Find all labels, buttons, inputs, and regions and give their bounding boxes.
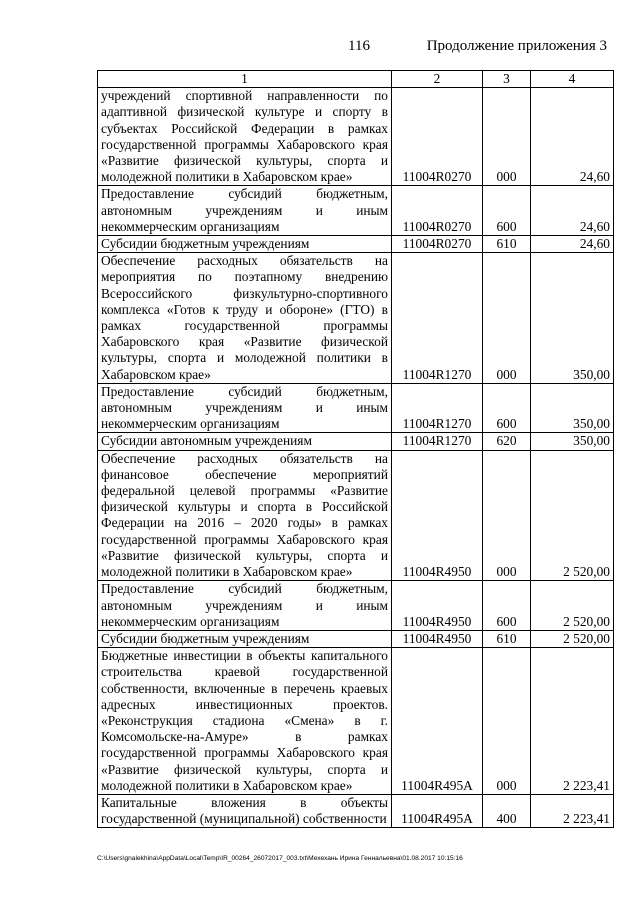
row-target-code: 11004R0270 (392, 186, 483, 236)
row-expense-type: 000 (483, 648, 531, 795)
row-target-code: 11004R495A (392, 794, 483, 827)
row-amount: 350,00 (531, 433, 614, 450)
row-amount: 24,60 (531, 186, 614, 236)
appendix-note: Продолжение приложения 3 (426, 38, 607, 54)
row-amount: 350,00 (531, 383, 614, 433)
row-description: Предоставление субсидий бюджетным, автономным учреждениям и иным некоммерческим организациям (98, 581, 392, 631)
row-expense-type: 610 (483, 630, 531, 647)
row-target-code: 11004R4950 (392, 581, 483, 631)
table-row (98, 450, 614, 581)
row-amount: 2 520,00 (531, 581, 614, 631)
row-target-code: 11004R1270 (392, 383, 483, 433)
row-expense-type: 000 (483, 450, 531, 581)
row-description: учреждений спортивной направленности по адаптивной физической культуре и спорту в субъектах Российской Федерации в рамках государственной программы Хабаровского края «Развитие физической культуры, спорта и молодежной политики в Хабаровском крае» (98, 88, 392, 186)
table-row (98, 581, 614, 631)
row-target-code: 11004R1270 (392, 253, 483, 384)
row-target-code: 11004R0270 (392, 236, 483, 253)
row-target-code: 11004R4950 (392, 630, 483, 647)
row-amount: 24,60 (531, 88, 614, 186)
row-description: Капитальные вложения в объекты государственной (муниципальной) собственности (98, 794, 392, 827)
row-target-code: 11004R1270 (392, 433, 483, 450)
column-header: 4 (531, 71, 614, 88)
row-description: Предоставление субсидий бюджетным, автономным учреждениям и иным некоммерческим организациям (98, 383, 392, 433)
row-expense-type: 600 (483, 383, 531, 433)
table-row (98, 253, 614, 384)
table-row (98, 433, 614, 450)
row-target-code: 11004R4950 (392, 450, 483, 581)
row-amount: 2 223,41 (531, 648, 614, 795)
row-expense-type: 400 (483, 794, 531, 827)
table-row (98, 630, 614, 647)
row-expense-type: 600 (483, 186, 531, 236)
header-row (98, 71, 614, 88)
row-description: Предоставление субсидий бюджетным, автономным учреждениям и иным некоммерческим организациям (98, 186, 392, 236)
row-amount: 2 520,00 (531, 630, 614, 647)
table-row (98, 794, 614, 827)
row-expense-type: 000 (483, 253, 531, 384)
row-description: Субсидии автономным учреждениям (98, 433, 392, 450)
row-description: Субсидии бюджетным учреждениям (98, 630, 392, 647)
row-expense-type: 620 (483, 433, 531, 450)
row-amount: 350,00 (531, 253, 614, 384)
table-row (98, 236, 614, 253)
table-row (98, 88, 614, 186)
row-expense-type: 600 (483, 581, 531, 631)
footer-path: C:\Users\gnalekhina\AppData\Local\Temp\IR_00264_26072017_003.txt\Мехехань Ирина Геннальевна\01.08.2017 10:15:16 (97, 855, 463, 862)
column-header: 3 (483, 71, 531, 88)
row-amount: 24,60 (531, 236, 614, 253)
row-description: Обеспечение расходных обязательств на финансовое обеспечение мероприятий федеральной целевой программы «Развитие физической культуры и спорта в Российской Федерации на 2016 – 2020 годы» в рамках государственной программы Хабаровского края «Развитие физической культуры, спорта и молодежной политики в Хабаровском крае» (98, 450, 392, 581)
row-amount: 2 223,41 (531, 794, 614, 827)
row-amount: 2 520,00 (531, 450, 614, 581)
column-header: 2 (392, 71, 483, 88)
column-header: 1 (98, 71, 392, 88)
row-target-code: 11004R495A (392, 648, 483, 795)
table-row (98, 186, 614, 236)
row-description: Бюджетные инвестиции в объекты капитального строительства краевой государственной собственности, включенные в перечень краевых адресных инвестиционных проектов. «Реконструкция стадиона «Смена» в г. Комсомольске-на-Амуре» в рамках государственной программы Хабаровского края «Развитие физической культуры, спорта и молодежной политики в Хабаровском крае» (98, 648, 392, 795)
row-description: Обеспечение расходных обязательств на мероприятия по поэтапному внедрению Всероссийского физкультурно-спортивного комплекса «Готов к труду и обороне» (ГТО) в рамках государственной программы Хабаровского края «Развитие физической культуры, спорта и молодежной политики в Хабаровском крае» (98, 253, 392, 384)
table-row (98, 648, 614, 795)
page-number: 116 (348, 38, 370, 54)
row-description: Субсидии бюджетным учреждениям (98, 236, 392, 253)
table-row (98, 383, 614, 433)
row-expense-type: 610 (483, 236, 531, 253)
budget-table (97, 70, 614, 828)
table-body (98, 88, 614, 828)
row-expense-type: 000 (483, 88, 531, 186)
row-target-code: 11004R0270 (392, 88, 483, 186)
